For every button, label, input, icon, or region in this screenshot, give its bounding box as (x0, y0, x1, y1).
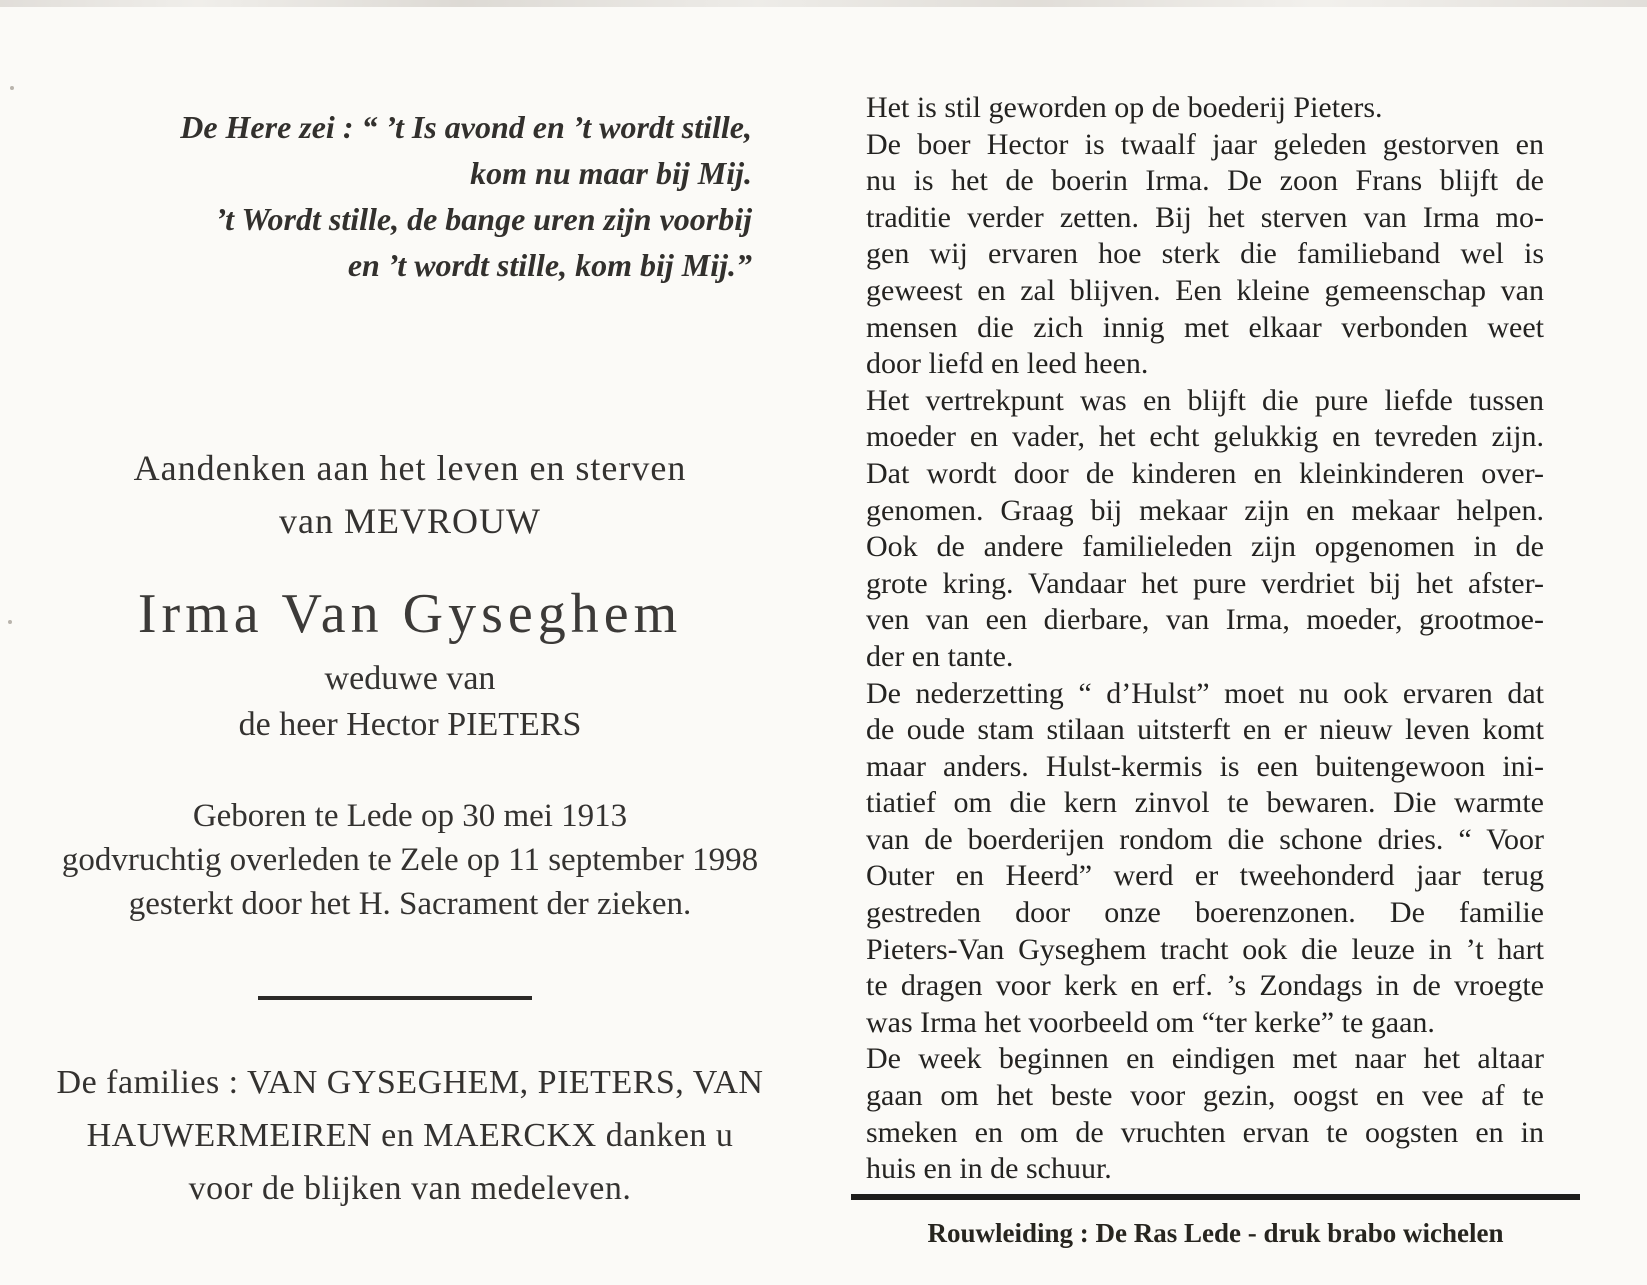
eulogy-line: Het is stil geworden op de boederij Pieters. (866, 91, 1383, 124)
eulogy-line: gen wij ervaren hoe sterk die familieband wel is (866, 237, 1544, 271)
eulogy-line: De nederzetting “ d’Hulst” moet nu ook ervaren dat (866, 676, 1544, 710)
eulogy-line: De boer Hector is twaalf jaar geleden gestorven en (866, 127, 1544, 161)
eulogy-line: traditie verder zetten. Bij het sterven van Irma mo- (866, 200, 1544, 234)
memorial-heading-line2: van MEVROUW (279, 501, 541, 541)
families-line: HAUWERMEIREN en MAERCKX danken u (86, 1117, 734, 1154)
life-date-line: godvruchtig overleden te Zele op 11 september 1998 (61, 842, 759, 878)
eulogy-line: Dat wordt door de kinderen en kleinkinderen over- (866, 456, 1544, 490)
section-divider-line (258, 996, 532, 1000)
religious-quote (88, 104, 752, 288)
eulogy-line: was Irma het voorbeeld om “ter kerke” te gaan. (866, 1005, 1435, 1039)
husband-name-line: de heer Hector PIETERS (238, 706, 582, 743)
eulogy-text-column (866, 90, 1544, 1188)
printer-credit-footer: Rouwleiding : De Ras Lede - druk brabo wichelen (927, 1218, 1504, 1248)
families-thanks-block (30, 1056, 790, 1215)
eulogy-line: nu is het de boerin Irma. De zoon Frans blijft de (866, 164, 1544, 198)
eulogy-line: der en tante. (866, 639, 1014, 673)
quote-line: De Here zei : “ ’t Is avond en ’t wordt stille, (180, 109, 752, 145)
eulogy-line: grote kring. Vandaar het pure verdriet bij het afster- (866, 566, 1544, 600)
quote-line: ’t Wordt stille, de bange uren zijn voorbij (215, 201, 752, 237)
life-date-line: Geboren te Lede op 30 mei 1913 (192, 798, 628, 834)
scan-speck (10, 86, 14, 90)
eulogy-line: ven van een dierbare, van Irma, moeder, grootmoe- (866, 603, 1544, 637)
eulogy-line: Pieters-Van Gyseghem tracht ook die leuze in ’t hart (866, 932, 1544, 966)
families-line: voor de blijken van medeleven. (188, 1170, 632, 1207)
eulogy-line: gaan om het beste voor gezin, oogst en vee af te (866, 1079, 1544, 1113)
widow-line: weduwe van (324, 660, 496, 697)
eulogy-line: gestreden door onze boerenzonen. De familie (866, 896, 1544, 930)
eulogy-line: door liefd en leed heen. (866, 347, 1149, 381)
quote-line: kom nu maar bij Mij. (470, 155, 752, 191)
footer-rule-line (851, 1194, 1580, 1200)
eulogy-line: geweest en zal blijven. Een kleine gemeenschap van (866, 273, 1544, 307)
eulogy-line: maar anders. Hulst-kermis is een buitengewoon ini- (866, 749, 1544, 783)
eulogy-line: mensen die zich innig met elkaar verbonden weet (866, 310, 1544, 344)
eulogy-line: De week beginnen en eindigen met naar het altaar (866, 1042, 1544, 1076)
deceased-name: Irma Van Gyseghem (137, 583, 683, 645)
life-date-line: gesterkt door het H. Sacrament der zieken. (128, 886, 692, 922)
memorial-heading-line1: Aandenken aan het leven en sterven (133, 448, 687, 488)
eulogy-line: Outer en Heerd” werd er tweehonderd jaar terug (866, 859, 1544, 893)
scan-speck (8, 620, 12, 624)
widow-of-block (30, 656, 790, 748)
eulogy-line: huis en in de schuur. (866, 1152, 1112, 1186)
eulogy-line: Het vertrekpunt was en blijft die pure liefde tussen (866, 383, 1544, 417)
memorial-heading (30, 442, 790, 548)
eulogy-line: te dragen voor kerk en erf. ’s Zondags in de vroegte (866, 969, 1544, 1003)
scan-artifact-top-edge (0, 0, 1647, 7)
eulogy-line: van de boerderijen rondom die schone dries. “ Voor (866, 822, 1544, 856)
birth-death-block (30, 794, 790, 926)
families-line: De families : VAN GYSEGHEM, PIETERS, VAN (56, 1064, 764, 1101)
eulogy-line: de oude stam stilaan uitsterft en er nieuw leven komt (866, 713, 1544, 747)
eulogy-line: Ook de andere familieleden zijn opgenomen in de (866, 530, 1544, 564)
quote-line: en ’t wordt stille, kom bij Mij.” (347, 247, 752, 283)
eulogy-line: moeder en vader, het echt gelukkig en tevreden zijn. (866, 420, 1544, 454)
eulogy-line: smeken en om de vruchten ervan te oogsten en in (866, 1115, 1544, 1149)
eulogy-line: genomen. Graag bij mekaar zijn en mekaar helpen. (866, 493, 1544, 527)
eulogy-line: tiatief om die kern zinvol te bewaren. Die warmte (866, 786, 1544, 820)
